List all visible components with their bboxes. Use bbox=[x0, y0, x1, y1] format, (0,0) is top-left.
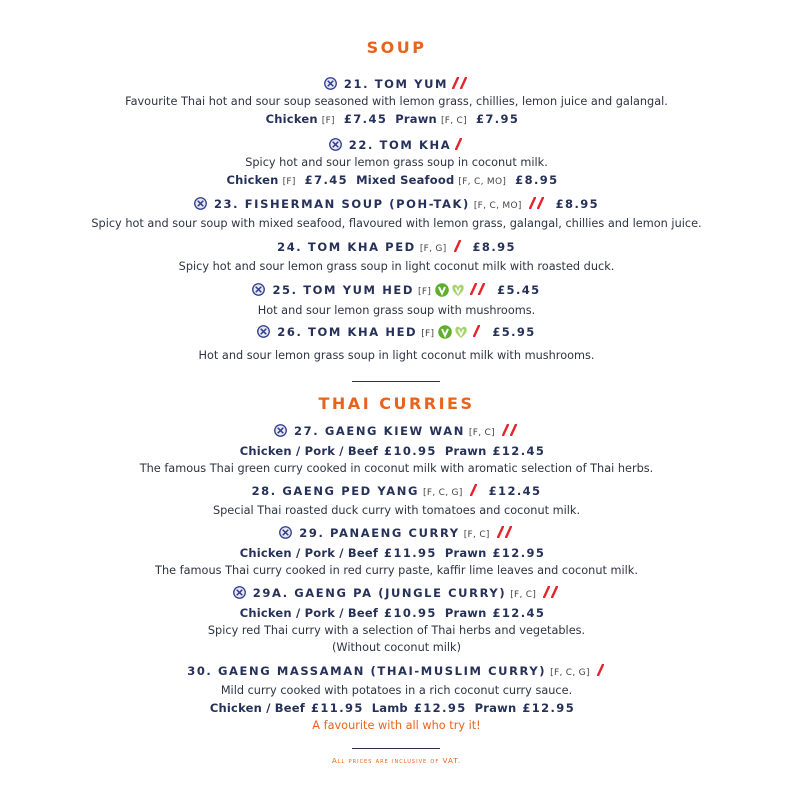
item-name: 28. GAENG PED YANG bbox=[251, 484, 420, 498]
item-description: The famous Thai curry cooked in red curry paste, kaffir lime leaves and coconut milk. bbox=[155, 564, 638, 577]
item-name: 26. TOM KHA HED bbox=[277, 325, 418, 339]
section-title-soup: SOUP bbox=[366, 38, 427, 57]
section-divider bbox=[352, 381, 440, 382]
chilli-icon bbox=[502, 422, 517, 440]
item-description: Hot and sour lemon grass soup in light coconut milk with mushrooms. bbox=[198, 349, 595, 362]
chilli-icon bbox=[470, 280, 485, 300]
vegetarian-icon bbox=[438, 325, 452, 339]
item-prices: Chicken / Pork / Beef £10.95 Prawn £12.45 bbox=[239, 606, 546, 620]
item-description: Favourite Thai hot and sour soup seasoned with lemon grass, chillies, lemon juice and galangal. bbox=[125, 95, 668, 108]
item-name: 27. GAENG KIEW WAN bbox=[294, 424, 465, 438]
footer-divider bbox=[352, 748, 440, 749]
chilli-icon bbox=[473, 322, 480, 342]
item-prices: Chicken / Pork / Beef £11.95 Prawn £12.95 bbox=[239, 546, 546, 560]
nut-free-icon bbox=[329, 138, 342, 151]
menu-item-30: 30. GAENG MASSAMAN (THAI-MUSLIM CURRY) [F, C, G] Mild curry cooked with potatoes in a rich coconut curry sauce. Chicken / Beef £11.95 Lamb £12.95 Prawn £12.95 A favourite with all who try it! bbox=[0, 661, 793, 734]
menu-item-28: 28. GAENG PED YANG [F, C, G] £12.45 Special Thai roasted duck curry with tomatoes and coconut milk. bbox=[0, 481, 793, 519]
chilli-icon bbox=[455, 136, 462, 154]
nut-free-icon bbox=[233, 586, 246, 599]
item-description: Spicy red Thai curry with a selection of Thai herbs and vegetables. bbox=[207, 624, 586, 637]
item-prices: Chicken [F] £7.45 Mixed Seafood [F, C, MO] £8.95 bbox=[226, 173, 559, 187]
chilli-icon bbox=[452, 75, 467, 93]
item-description: Spicy hot and sour soup with mixed seafood, flavoured with lemon grass, galangal, chillies and lemon juice. bbox=[91, 217, 702, 230]
item-name: 21. TOM YUM bbox=[343, 77, 449, 91]
vegetarian-icon bbox=[435, 283, 449, 297]
chilli-icon bbox=[597, 662, 604, 680]
item-description: Spicy hot and sour lemon grass soup in light coconut milk with roasted duck. bbox=[178, 260, 615, 273]
nut-free-icon bbox=[324, 77, 337, 90]
item-prices: Chicken / Beef £11.95 Lamb £12.95 Prawn £12.95 bbox=[209, 701, 576, 715]
nut-free-icon bbox=[274, 424, 287, 437]
menu-item-21 bbox=[0, 74, 793, 130]
item-prices: Chicken / Pork / Beef £10.95 Prawn £12.45 bbox=[239, 444, 546, 458]
chilli-icon bbox=[470, 482, 477, 500]
item-name: 29A. GAENG PA (JUNGLE CURRY) bbox=[252, 586, 507, 600]
nut-free-icon bbox=[194, 197, 207, 210]
item-description: Spicy hot and sour lemon grass soup in coconut milk. bbox=[245, 156, 548, 169]
vat-footnote: All prices are inclusive of VAT. bbox=[331, 756, 462, 765]
nut-free-icon bbox=[257, 325, 270, 338]
section-title-curries: THAI CURRIES bbox=[318, 394, 475, 413]
item-description: Special Thai roasted duck curry with tomatoes and coconut milk. bbox=[212, 504, 581, 517]
vegan-icon bbox=[454, 325, 468, 339]
item-description: Mild curry cooked with potatoes in a rich coconut curry sauce. bbox=[220, 684, 573, 697]
chilli-icon bbox=[454, 238, 461, 256]
chilli-icon bbox=[529, 195, 544, 213]
menu-item-29: 29. PANAENG CURRY [F, C] Chicken / Pork / Beef £11.95 Prawn £12.95 The famous Thai curry cooked in red curry paste, kaffir lime leaves and coconut milk. bbox=[0, 523, 793, 579]
vegan-icon bbox=[451, 283, 465, 297]
item-name: 22. TOM KHA bbox=[348, 138, 452, 152]
menu-item-22 bbox=[0, 135, 793, 191]
menu-item-23: 23. FISHERMAN SOUP (POH-TAK) [F, C, MO] £8.95 Spicy hot and sour soup with mixed seafood, flavoured with lemon grass, galangal, chillies and lemon juice. bbox=[0, 194, 793, 232]
nut-free-icon bbox=[252, 283, 265, 296]
item-name: 30. GAENG MASSAMAN (THAI-MUSLIM CURRY) bbox=[187, 664, 547, 678]
item-description: The famous Thai green curry cooked in coconut milk with aromatic selection of Thai herbs. bbox=[139, 462, 654, 475]
item-name: 23. FISHERMAN SOUP (POH-TAK) bbox=[213, 197, 470, 211]
item-prices: Chicken [F] £7.45 Prawn [F, C] £7.95 bbox=[265, 112, 520, 126]
menu-item-27: 27. GAENG KIEW WAN [F, C] Chicken / Pork / Beef £10.95 Prawn £12.45 The famous Thai green curry cooked in coconut milk with aromatic selection of Thai herbs. bbox=[0, 421, 793, 477]
chilli-icon bbox=[543, 584, 558, 602]
item-name: 24. TOM KHA PED bbox=[277, 240, 416, 254]
menu-item-25: 25. TOM YUM HED [F] £5.45 Hot and sour lemon grass soup with mushrooms. bbox=[0, 279, 793, 319]
favourite-note: A favourite with all who try it! bbox=[312, 719, 481, 732]
menu-item-24: 24. TOM KHA PED [F, G] £8.95 Spicy hot and sour lemon grass soup in light coconut milk with roasted duck. bbox=[0, 237, 793, 275]
item-name: 25. TOM YUM HED bbox=[272, 283, 415, 297]
menu-item-26: 26. TOM KHA HED [F] £5.95 Hot and sour lemon grass soup in light coconut milk with mushrooms. bbox=[0, 321, 793, 364]
item-description: Hot and sour lemon grass soup with mushrooms. bbox=[257, 304, 536, 317]
chilli-icon bbox=[497, 524, 512, 542]
nut-free-icon bbox=[279, 526, 292, 539]
item-note: (Without coconut milk) bbox=[332, 641, 461, 654]
item-name: 29. PANAENG CURRY bbox=[299, 526, 460, 540]
menu-item-29a: 29A. GAENG PA (JUNGLE CURRY) [F, C] Chicken / Pork / Beef £10.95 Prawn £12.45 Spicy red Thai curry with a selection of Thai herbs and vegetables. (Without coconut milk) bbox=[0, 583, 793, 656]
